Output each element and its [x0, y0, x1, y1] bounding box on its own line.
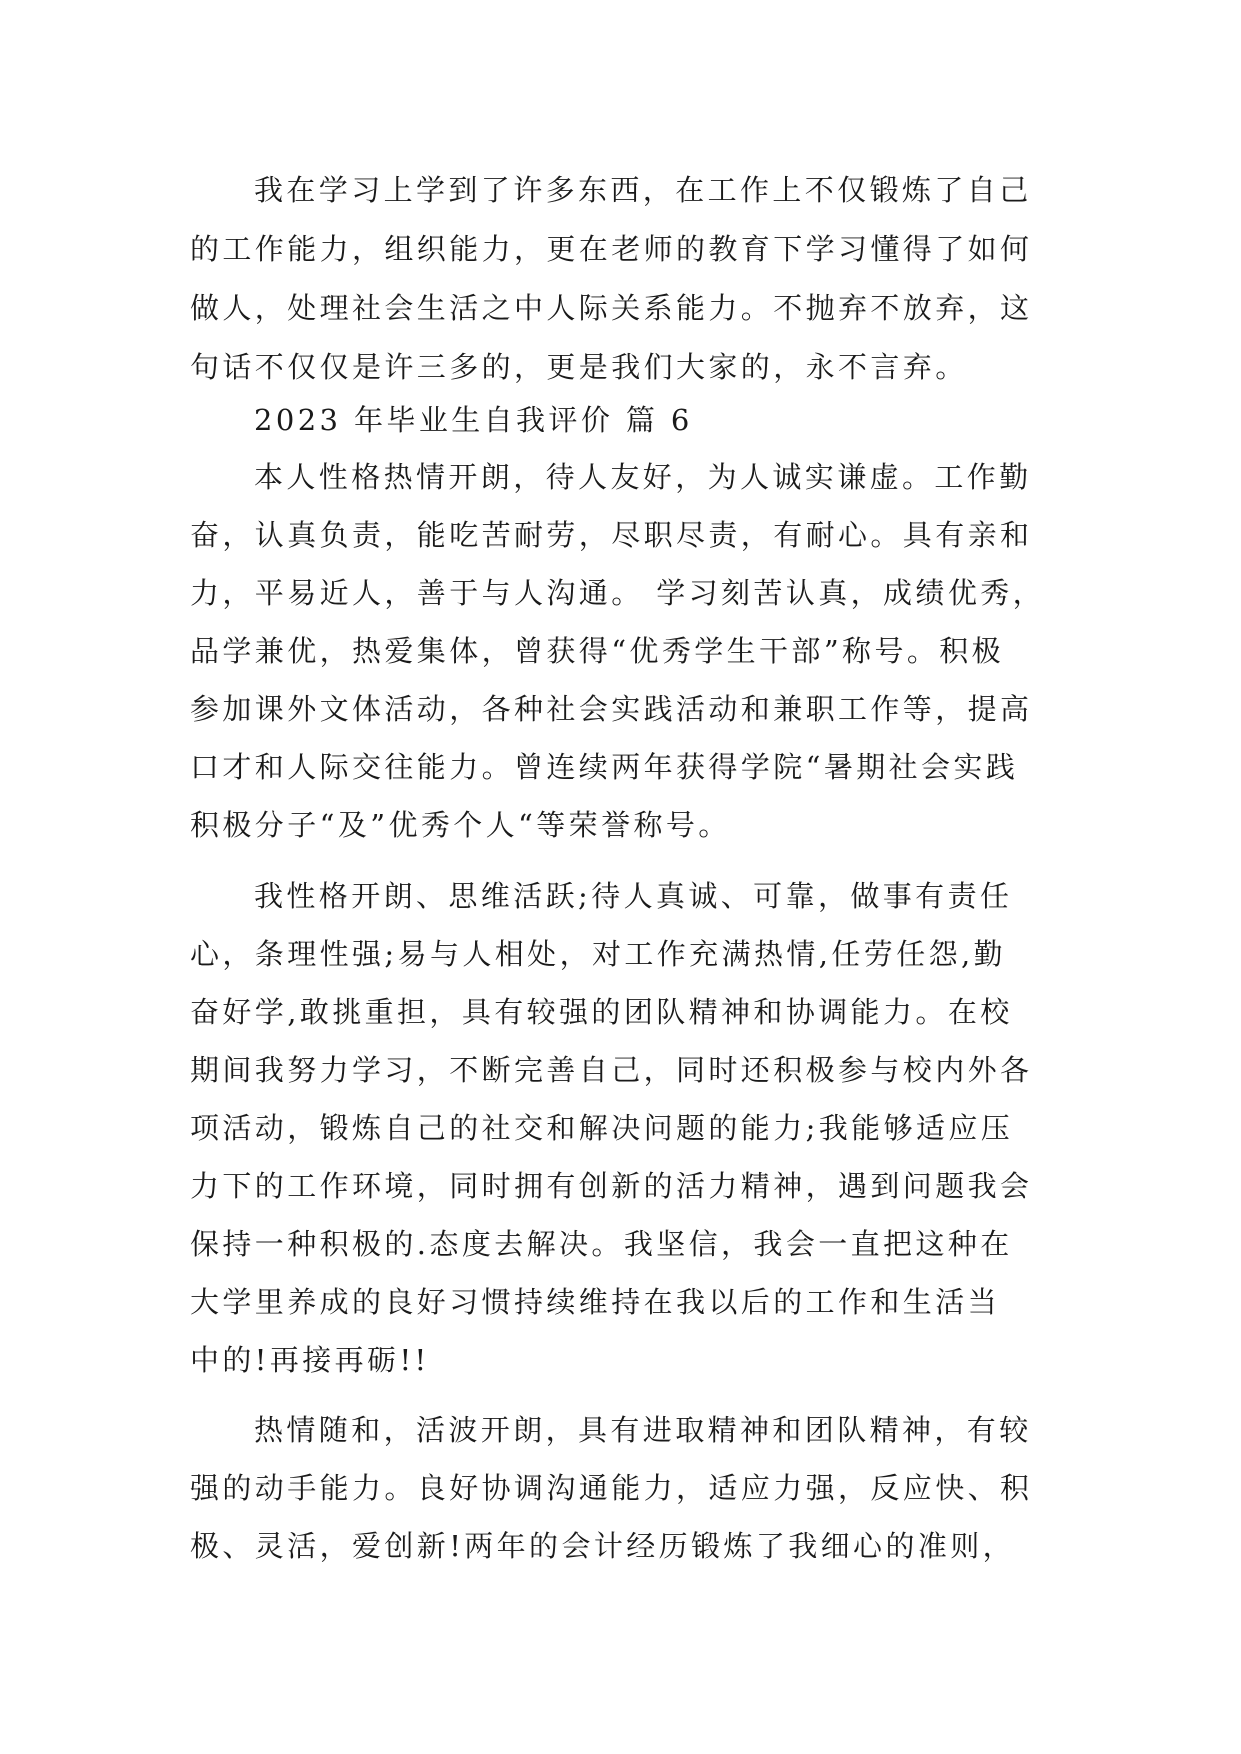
text-line: 句话不仅仅是许三多的，更是我们大家的，永不言弃。: [190, 350, 968, 384]
text-line: 我性格开朗、思维活跃;待人真诚、可靠，做事有责任: [254, 879, 1013, 913]
text-line: 热情随和，活波开朗，具有进取精神和团队精神，有较: [254, 1413, 1032, 1447]
text-line: 心，条理性强;易与人相处，对工作充满热情,任劳任怨,勤: [190, 937, 1007, 971]
text-line: 期间我努力学习，不断完善自己，同时还积极参与校内外各: [190, 1053, 1033, 1087]
section-heading: 2023 年毕业生自我评价 篇 6: [254, 403, 693, 437]
text-line: 中的!再接再砺!!: [190, 1343, 430, 1377]
text-line: 做人，处理社会生活之中人际关系能力。不抛弃不放弃，这: [190, 291, 1033, 325]
text-line: 品学兼优，热爱集体，曾获得“优秀学生干部”称号。积极: [190, 634, 1005, 668]
text-line: 的工作能力，组织能力，更在老师的教育下学习懂得了如何: [190, 232, 1033, 266]
text-line: 极、灵活，爱创新!两年的会计经历锻炼了我细心的准则，: [190, 1529, 1016, 1563]
text-line: 口才和人际交往能力。曾连续两年获得学院“暑期社会实践: [190, 750, 1019, 784]
text-line: 强的动手能力。良好协调沟通能力，适应力强，反应快、积: [190, 1471, 1033, 1505]
text-line: 积极分子“及”优秀个人“等荣誉称号。: [190, 808, 731, 842]
text-line: 力，平易近人，善于与人沟通。 学习刻苦认真，成绩优秀，: [190, 576, 1046, 610]
text-line: 项活动，锻炼自己的社交和解决问题的能力;我能够适应压: [190, 1111, 1014, 1145]
text-line: 大学里养成的良好习惯持续维持在我以后的工作和生活当: [190, 1285, 1001, 1319]
text-line: 保持一种积极的.态度去解决。我坚信，我会一直把这种在: [190, 1227, 1013, 1261]
text-line: 奋，认真负责，能吃苦耐劳，尽职尽责，有耐心。具有亲和: [190, 518, 1033, 552]
text-line: 我在学习上学到了许多东西，在工作上不仅锻炼了自己: [254, 173, 1032, 207]
text-line: 奋好学,敢挑重担，具有较强的团队精神和协调能力。在校: [190, 995, 1013, 1029]
text-line: 参加课外文体活动，各种社会实践活动和兼职工作等，提高: [190, 692, 1033, 726]
text-line: 力下的工作环境，同时拥有创新的活力精神，遇到问题我会: [190, 1169, 1033, 1203]
text-line: 本人性格热情开朗，待人友好，为人诚实谦虚。工作勤: [254, 460, 1032, 494]
